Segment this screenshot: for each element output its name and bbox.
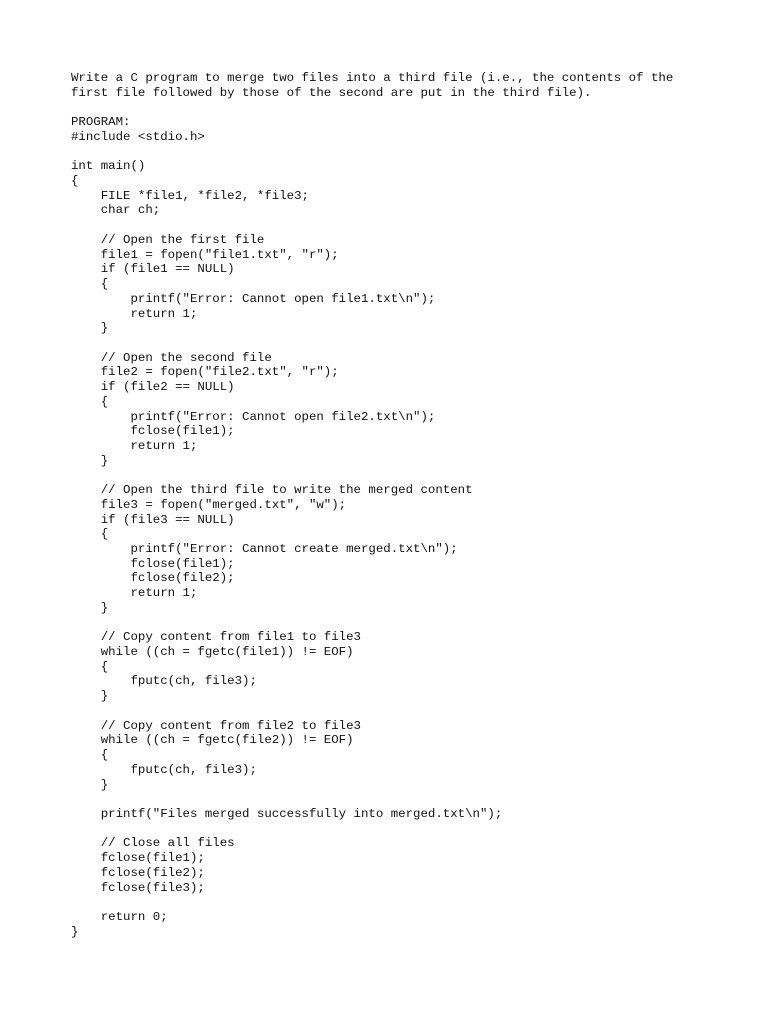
code-line: if (file1 == NULL) [71,262,235,277]
document-page [71,71,731,939]
code-line: { [71,748,109,763]
code-line: #include <stdio.h> [71,129,205,144]
blank-line [71,336,731,351]
code-line: fclose(file2); [71,571,235,586]
code-line: return 0; [71,909,168,924]
code-comment: // Copy content from file2 to file3 [71,718,361,733]
code-line: while ((ch = fgetc(file1)) != EOF) [71,645,354,660]
blank-line [71,100,731,115]
code-line: } [71,924,79,939]
code-line: printf("Error: Cannot create merged.txt\n"); [71,542,458,556]
code-line: printf("Error: Cannot open file1.txt\n"); [71,291,436,306]
blank-line [71,704,731,719]
code-line: fclose(file3); [71,880,205,895]
code-line: return 1; [71,586,198,601]
prompt-line-1: Write a C program to merge two files into a third file (i.e., the contents of the [71,71,674,85]
code-line: } [71,777,109,792]
code-line: printf("Error: Cannot open file2.txt\n"); [71,409,436,424]
code-line: file3 = fopen("merged.txt", "w"); [71,497,347,512]
code-line: int main() [71,159,146,174]
code-line: fclose(file1); [71,556,235,571]
code-line: fputc(ch, file3); [71,674,257,689]
program-heading: PROGRAM: [71,115,131,130]
code-line: if (file3 == NULL) [71,512,235,527]
code-line: FILE *file1, *file2, *file3; [71,188,309,203]
code-line: { [71,174,79,189]
prompt-line-2: first file followed by those of the second are put in the third file). [71,85,592,100]
code-line: } [71,600,109,615]
code-line: { [71,659,109,674]
code-line: fclose(file1); [71,851,205,866]
code-line: return 1; [71,438,198,453]
code-comment: // Copy content from file1 to file3 [71,630,361,645]
code-line: { [71,277,109,292]
code-line: { [71,527,109,542]
blank-line [71,792,731,807]
code-line: } [71,453,109,468]
code-line: while ((ch = fgetc(file2)) != EOF) [71,733,354,748]
code-line: fclose(file1); [71,424,235,439]
code-line: printf("Files merged successfully into merged.txt\n"); [71,806,503,821]
code-comment: // Open the first file [71,232,265,247]
code-line: file1 = fopen("file1.txt", "r"); [71,247,339,262]
blank-line [71,616,731,631]
code-line: } [71,321,109,336]
code-line: fclose(file2); [71,865,205,880]
code-comment: // Close all files [71,836,235,851]
code-line: char ch; [71,203,161,218]
code-line: } [71,689,109,704]
code-line: if (file2 == NULL) [71,380,235,395]
blank-line [71,468,731,483]
blank-line [71,895,731,910]
blank-line [71,145,731,160]
blank-line [71,218,731,233]
blank-line [71,822,731,837]
code-comment: // Open the second file [71,350,272,365]
code-line: file2 = fopen("file2.txt", "r"); [71,365,339,380]
code-line: fputc(ch, file3); [71,762,257,777]
code-comment: // Open the third file to write the merged content [71,483,473,498]
code-line: { [71,394,109,409]
code-line: return 1; [71,306,198,321]
